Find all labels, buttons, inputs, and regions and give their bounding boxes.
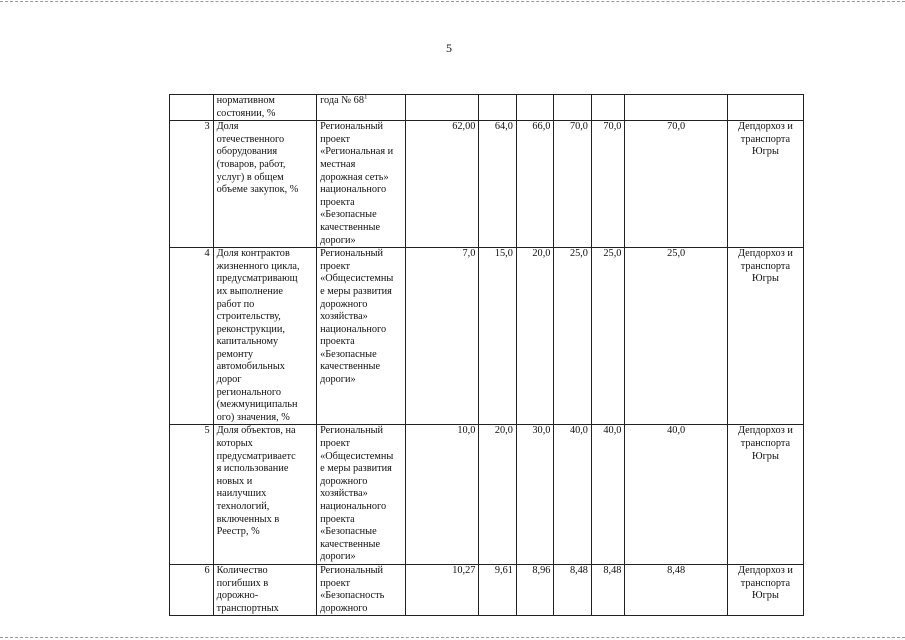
cell-value: 20,0 [516,248,554,425]
cell-value: 30,0 [516,425,554,565]
cell-source: Региональный проект «Безопасность дорожного [317,564,406,615]
cell-value: 70,0 [554,121,592,248]
cell-value: 7,0 [406,248,479,425]
cell-target: 25,0 [625,248,727,425]
cell-value [591,95,624,121]
cell-source: Региональный проект «Региональная и местная дорожная сеть» национального проекта «Безопасные качественные дороги» [317,121,406,248]
cell-value: 15,0 [479,248,517,425]
cell-indicator: Доля объектов, на которых предусматриваетс я использование новых и наилучших технологий, включенных в Реестр, % [213,425,316,565]
cell-value: 62,00 [406,121,479,248]
table-row [170,121,804,248]
scan-edge-bottom [0,637,905,638]
cell-target: 40,0 [625,425,727,565]
cell-value: 40,0 [554,425,592,565]
cell-value: 25,0 [554,248,592,425]
cell-source [317,95,406,121]
cell-responsible: Депдорхоз и транспорта Югры [727,121,803,248]
cell-value: 9,61 [479,564,517,615]
cell-value: 20,0 [479,425,517,565]
cell-value [406,95,479,121]
scan-edge-top [0,1,905,2]
cell-source-text: года № 68 [320,95,364,106]
cell-target: 8,48 [625,564,727,615]
table-row [170,425,804,565]
cell-index: 5 [170,425,214,565]
cell-value: 8,96 [516,564,554,615]
cell-responsible: Депдорхоз и транспорта Югры [727,425,803,565]
cell-value: 8,48 [591,564,624,615]
cell-value: 70,0 [591,121,624,248]
cell-value: 40,0 [591,425,624,565]
table-row [170,248,804,425]
cell-source: Региональный проект «Общесистемны е меры развития дорожного хозяйства» национального проекта «Безопасные качественные дороги» [317,425,406,565]
cell-responsible [727,95,803,121]
cell-value [516,95,554,121]
cell-indicator: Доля отечественного оборудования (товаров, работ, услуг) в общем объеме закупок, % [213,121,316,248]
page-number: 5 [446,41,452,55]
cell-value: 66,0 [516,121,554,248]
cell-target [625,95,727,121]
table-row-continuation [170,95,804,121]
cell-index [170,95,214,121]
cell-value: 10,27 [406,564,479,615]
cell-target: 70,0 [625,121,727,248]
cell-index: 3 [170,121,214,248]
cell-indicator: Доля контрактов жизненного цикла, предусматривающ их выполнение работ по строительству, реконструкции, капитальному ремонту автомобильных дорог регионального (межмуниципальн ого) значения, % [213,248,316,425]
cell-index: 6 [170,564,214,615]
cell-index: 4 [170,248,214,425]
indicators-table [169,94,804,616]
cell-indicator: Количество погибших в дорожно- транспортных [213,564,316,615]
table-row [170,564,804,615]
cell-value: 10,0 [406,425,479,565]
cell-responsible: Депдорхоз и транспорта Югры [727,564,803,615]
cell-value: 64,0 [479,121,517,248]
cell-source: Региональный проект «Общесистемны е меры развития дорожного хозяйства» национального проекта «Безопасные качественные дороги» [317,248,406,425]
footnote-mark: 1 [363,94,368,101]
cell-responsible: Депдорхоз и транспорта Югры [727,248,803,425]
cell-value: 25,0 [591,248,624,425]
cell-value [479,95,517,121]
cell-indicator: нормативном состоянии, % [213,95,316,121]
cell-value: 8,48 [554,564,592,615]
cell-value [554,95,592,121]
